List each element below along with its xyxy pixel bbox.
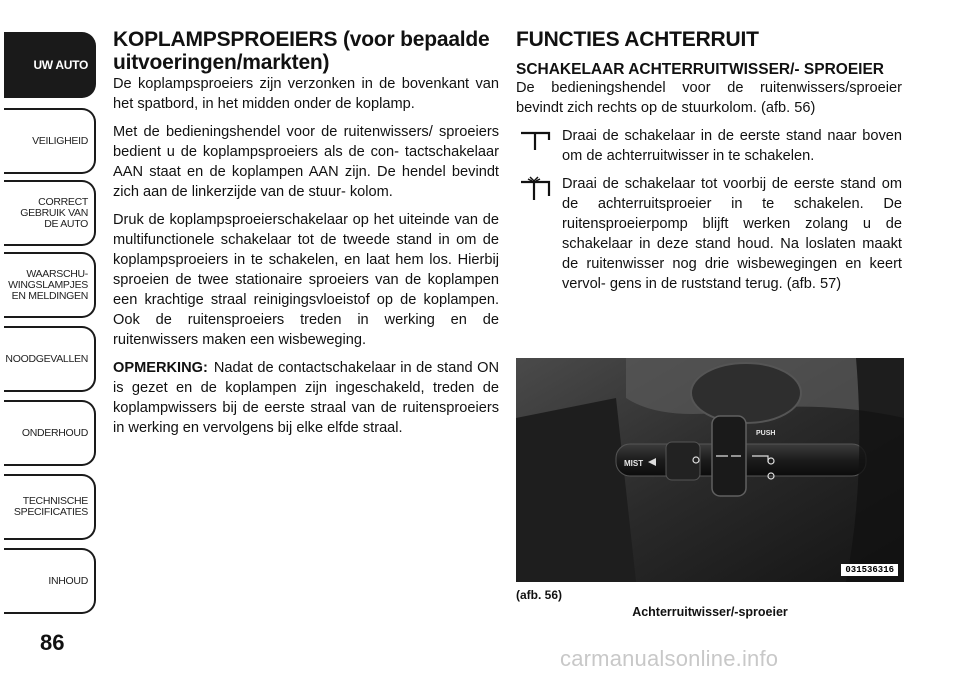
page-number: 86 bbox=[40, 630, 65, 655]
tab-uw-auto[interactable] bbox=[4, 32, 96, 98]
note-text: Nadat de contactschakelaar in de stand ON is gezet en de koplampen zijn ingeschakeld, treden de koplampwissers bij de eerste straal van de ruitensproeiers in werking en vervolgens bij elke elfde straal. bbox=[113, 360, 499, 436]
tab-veiligheid[interactable] bbox=[4, 108, 96, 174]
subheading-schakelaar: SCHAKELAAR ACHTERRUITWISSER/- SPROEIER bbox=[516, 61, 884, 78]
tab-noodgevallen[interactable] bbox=[4, 326, 96, 392]
tab-waarschuwingslampjes[interactable] bbox=[4, 252, 96, 318]
right-column bbox=[516, 28, 902, 302]
icon-paragraph-wiper bbox=[516, 126, 902, 166]
paragraph: De koplampsproeiers zijn verzonken in de bovenkant van het spatbord, in het midden onder de koplamp. bbox=[113, 76, 499, 112]
tab-inhoud[interactable] bbox=[4, 548, 96, 614]
paragraph-text: Draai de schakelaar in de eerste stand naar boven om de achterruitwisser in te schakelen. bbox=[562, 128, 902, 164]
icon-paragraph-washer bbox=[516, 174, 902, 294]
section-heading-functies-achterruit: FUNCTIES ACHTERRUIT bbox=[516, 28, 759, 51]
figure-caption: Achterruitwisser/-sproeier bbox=[632, 605, 788, 619]
tab-label: UW AUTO bbox=[33, 57, 88, 72]
figure-label: (afb. 56) bbox=[516, 588, 563, 602]
note-label: OPMERKING: bbox=[113, 360, 208, 376]
tab-technische-specificaties[interactable] bbox=[4, 474, 96, 540]
figure-code: 031536316 bbox=[841, 564, 898, 576]
chapter-tabs bbox=[0, 0, 100, 640]
tab-label: WAARSCHU- WINGSLAMPJES EN MELDINGEN bbox=[8, 267, 88, 302]
paragraph-text: Draai de schakelaar tot voorbij de eerste stand om de achterruitsproeier in te schakelen. De ruitensproeierpomp blijft werken zolang u de schakelaar in deze stand houd. Na loslaten maakt de ruitenwisser nog drie wisbewegingen en keert vervol- gens in de ruststand terug. (afb. 57) bbox=[562, 176, 902, 292]
tab-correct-gebruik[interactable] bbox=[4, 180, 96, 246]
wiper-stalk-illustration bbox=[516, 358, 904, 582]
stalk-mist-label: MIST bbox=[624, 459, 644, 468]
paragraph: Druk de koplampsproeierschakelaar op het uiteinde van de multifunctionele schakelaar tot de tweede stand in om de koplampsproeiers in te schakelen, en laat hem los. Hierbij sproeien de twee stationaire sproeiers van de koplampen een krachtige straal reinigingsvloeistof op de koplampen. Ook de ruitensproeiers treden in werking en de ruitenwissers maken een wisbeweging. bbox=[113, 212, 499, 348]
section-heading-koplampsproeiers: KOPLAMPSPROEIERS (voor bepaalde uitvoeringen/markten) bbox=[113, 28, 490, 74]
tab-label: CORRECT GEBRUIK VAN DE AUTO bbox=[20, 195, 88, 230]
tab-label: VEILIGHEID bbox=[32, 134, 88, 147]
tab-label: INHOUD bbox=[48, 574, 88, 587]
figure-photo-wiper-stalk bbox=[516, 358, 904, 582]
tab-label: TECHNISCHE SPECIFICATIES bbox=[13, 495, 88, 518]
tab-label: ONDERHOUD bbox=[21, 426, 88, 439]
paragraph: De bedieningshendel voor de ruitenwissers/sproeier bevindt zich rechts op de stuurkolom. (afb. 56) bbox=[516, 80, 902, 116]
stalk-push-label: PUSH bbox=[756, 430, 776, 437]
tab-onderhoud[interactable] bbox=[4, 400, 96, 466]
rear-washer-icon bbox=[518, 176, 552, 202]
paragraph: Met de bedieningshendel voor de ruitenwissers/ sproeiers bedient u de koplampsproeiers als de con- tactschakelaar AAN staat en de koplampen AAN zijn. De hendel bevindt zich aan de linkerzijde van de stuur- kolom. bbox=[113, 124, 499, 200]
tab-label: NOODGEVALLEN bbox=[5, 352, 88, 365]
rear-wiper-icon bbox=[518, 128, 552, 154]
watermark: carmanualsonline.info bbox=[560, 646, 779, 671]
note-paragraph bbox=[113, 358, 499, 438]
left-column bbox=[113, 28, 499, 446]
